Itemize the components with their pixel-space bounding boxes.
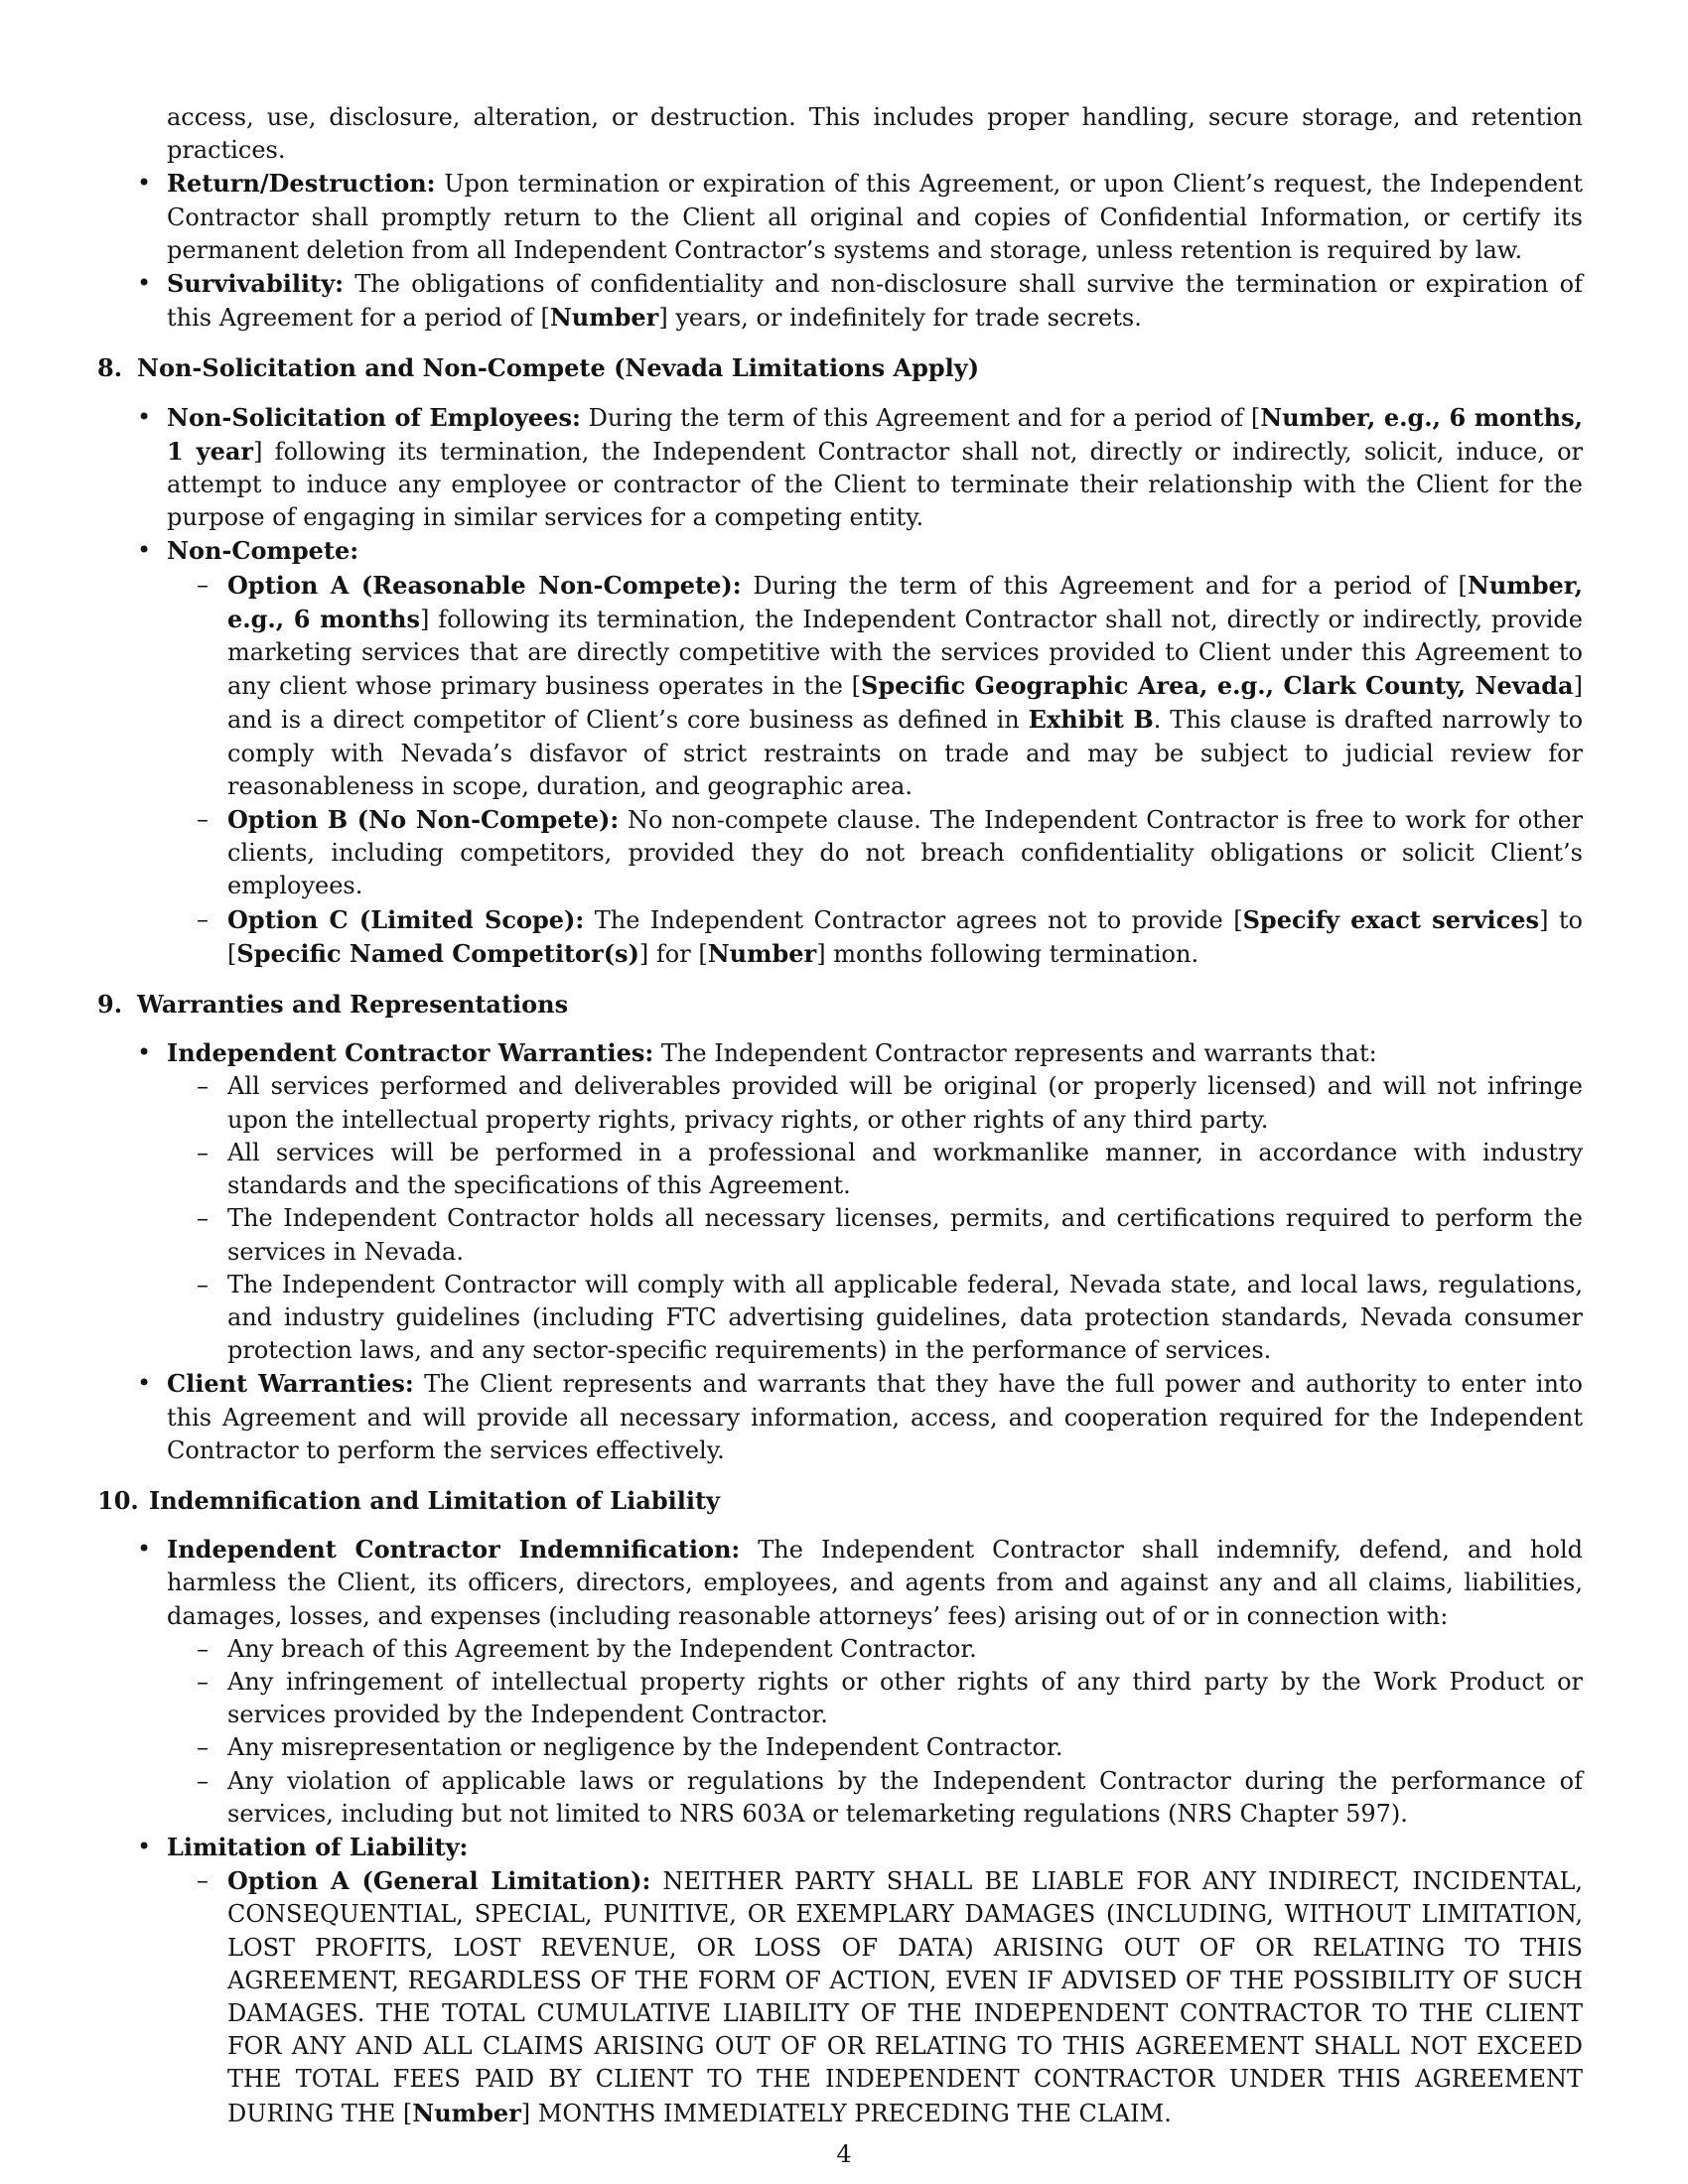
section-title: Indemnification and Limitation of Liability [149,1485,721,1515]
sublist-item: – Any misrepresentation or negligence by the Independent Contractor. [0,1731,1688,1764]
section-title: Non-Solicitation and Non-Compete (Nevada Limitations Apply) [137,353,980,383]
bullet-icon: • [137,169,152,198]
term-label: Survivability: [167,269,345,299]
section-heading-8 [0,351,1688,384]
dash-icon: – [197,1204,209,1233]
bullet-icon: • [137,1038,152,1067]
section-number: 10. [97,1485,139,1515]
page-number: 4 [836,2140,852,2168]
term-label: Return/Destruction: [167,169,436,199]
sublist-item: – Any violation of applicable laws or regulations by the Independent Contractor during the performance of services, including but not limited to NRS 603A or telemarketing regulations (NRS Chapter 597). [197,1766,1583,1828]
bullet-icon: • [137,402,152,431]
list-item-non-solicitation: • Non-Solicitation of Employees: During the term of this Agreement and for a period of [Number, e.g., 6 months, 1 year] following its termination, the Independent Contractor shall not, directly or indirectly, solicit, induce, or attempt to induce any employee or contractor of the Client to terminate their relationship with the Client for the purpose of engaging in similar services for a competing entity. [137,402,1583,532]
dash-icon: – [197,904,209,933]
intro-continuation: access, use, disclosure, alteration, or destruction. This includes proper handling, secure storage, and retention practices. [167,103,1583,165]
sublist-item: – All services performed and deliverables provided will be original (or properly licensed) and will not infringe upon the intellectual property rights, privacy rights, or other rights of any third party. [197,1072,1583,1134]
dash-icon: – [197,1766,209,1795]
sublist-item: – The Independent Contractor will comply with all applicable federal, Nevada state, and local laws, regulations, and industry guidelines (including FTC advertising guidelines, data protection standards, Nevada consumer protection laws, and any sector-specific requirements) in the performance of services. [197,1270,1583,1365]
dash-icon: – [197,1634,209,1663]
list-item-client-warranties: • Client Warranties: The Client represents and warrants that they have the full power and authority to enter into this Agreement and will provide all necessary information, access, and cooperation required for the Independent Contractor to perform the services effectively. [137,1369,1584,1464]
section-title: Warranties and Representations [137,990,569,1020]
sublist-item: – The Independent Contractor holds all necessary licenses, permits, and certifications required to perform the services in Nevada. [197,1204,1583,1266]
dash-icon: – [197,1667,209,1696]
list-item-return-destruction [0,167,1688,267]
dash-icon: – [197,1138,209,1166]
bullet-icon: • [137,1832,152,1860]
sublist-item: – All services will be performed in a professional and workmanlike manner, in accordance with industry standards and the specifications of this Agreement. [197,1138,1583,1200]
dash-icon: – [197,1072,209,1101]
term-text: Upon termination or expiration of this Agreement, or upon Client’s request, the Independent Contractor shall promptly return to the Client all original and copies of Confidential Information, or certify its permanent deletion from all Independent Contractor’s systems and storage, unless retention is required by law. [167,170,1583,264]
dash-icon: – [197,1866,209,1895]
section-heading-10 [0,1484,1688,1517]
section-heading-9 [0,988,1688,1021]
list-item-contractor-indemnification: • Independent Contractor Indemnification: The Independent Contractor shall indemnify, defend, and hold harmless the Client, its officers, directors, employees, and agents from and against any and all claims, liabilities, damages, losses, and expenses (including reasonable attorneys’ fees) arising out of or in connection with: [137,1535,1583,1630]
sublist-item: – Any infringement of intellectual property rights or other rights of any third party by the Work Product or services provided by the Independent Contractor. [197,1667,1583,1729]
dash-icon: – [197,1733,209,1762]
sublist-item: – Any breach of this Agreement by the Independent Contractor. [0,1633,1688,1666]
list-item-contractor-warranties: • Independent Contractor Warranties: The Independent Contractor represents and warrants that: [0,1036,1688,1070]
list-item-survivability: • Survivability: The obligations of confidentiality and non-disclosure shall survive the termination or expiration of this Agreement for a period of [Number] years, or indefinitely for trade secrets. [137,269,1583,333]
list-item-limitation-of-liability: • Limitation of Liability: [0,1831,1688,1864]
bullet-icon: • [137,269,152,298]
section-number: 9. [97,990,123,1020]
section-number: 8. [97,353,123,383]
sublist-item-option-b: – Option B (No Non-Compete): No non-compete clause. The Independent Contractor is free to work for other clients, including competitors, provided they do not breach confidentiality obligations or solicit Client’s employees. [197,805,1584,900]
sublist-item-general-limitation: – Option A (General Limitation): NEITHER PARTY SHALL BE LIABLE FOR ANY INDIRECT, INCIDENTAL, CONSEQUENTIAL, SPECIAL, PUNITIVE, OR EXEMPLARY DAMAGES (INCLUDING, WITHOUT LIMITATION, LOST PROFITS, LOST REVENUE, OR LOSS OF DATA) ARISING OUT OF OR RELATING TO THIS AGREEMENT, REGARDLESS OF THE FORM OF ACTION, EVEN IF ADVISED OF THE POSSIBILITY OF SUCH DAMAGES. THE TOTAL CUMULATIVE LIABILITY OF THE INDEPENDENT CONTRACTOR TO THE CLIENT FOR ANY AND ALL CLAIMS ARISING OUT OF OR RELATING TO THIS AGREEMENT SHALL NOT EXCEED THE TOTAL FEES PAID BY CLIENT TO THE INDEPENDENT CONTRACTOR UNDER THIS AGREEMENT DURING THE [Number] MONTHS IMMEDIATELY PRECEDING THE CLAIM. [197,1866,1584,2127]
sublist-item-option-a: – Option A (Reasonable Non-Compete): During the term of this Agreement and for a period of [Number, e.g., 6 months] following its termination, the Independent Contractor shall not, directly or indirectly, provide marketing services that are directly competitive with the services provided to Client under this Agreement to any client whose primary business operates in the [Specific Geographic Area, e.g., Clark County, Nevada] and is a direct competitor of Client’s core business as defined in Exhibit B. This clause is drafted narrowly to comply with Nevada’s disfavor of strict restraints on trade and may be subject to judicial review for reasonableness in scope, duration, and geographic area. [197,570,1584,800]
bullet-icon: • [137,1535,152,1564]
dash-icon: – [197,805,209,834]
sublist-item-option-c: – Option C (Limited Scope): The Independent Contractor agrees not to provide [Specify exact services] to [Specific Named Competitor(s)] for [Number] months following termination. [197,904,1584,968]
page-content [0,101,1688,2130]
dash-icon: – [197,1270,209,1298]
bullet-icon: • [137,1369,152,1398]
bullet-icon: • [137,536,152,565]
list-item-non-compete: • Non-Compete: [0,534,1688,568]
dash-icon: – [197,570,209,599]
